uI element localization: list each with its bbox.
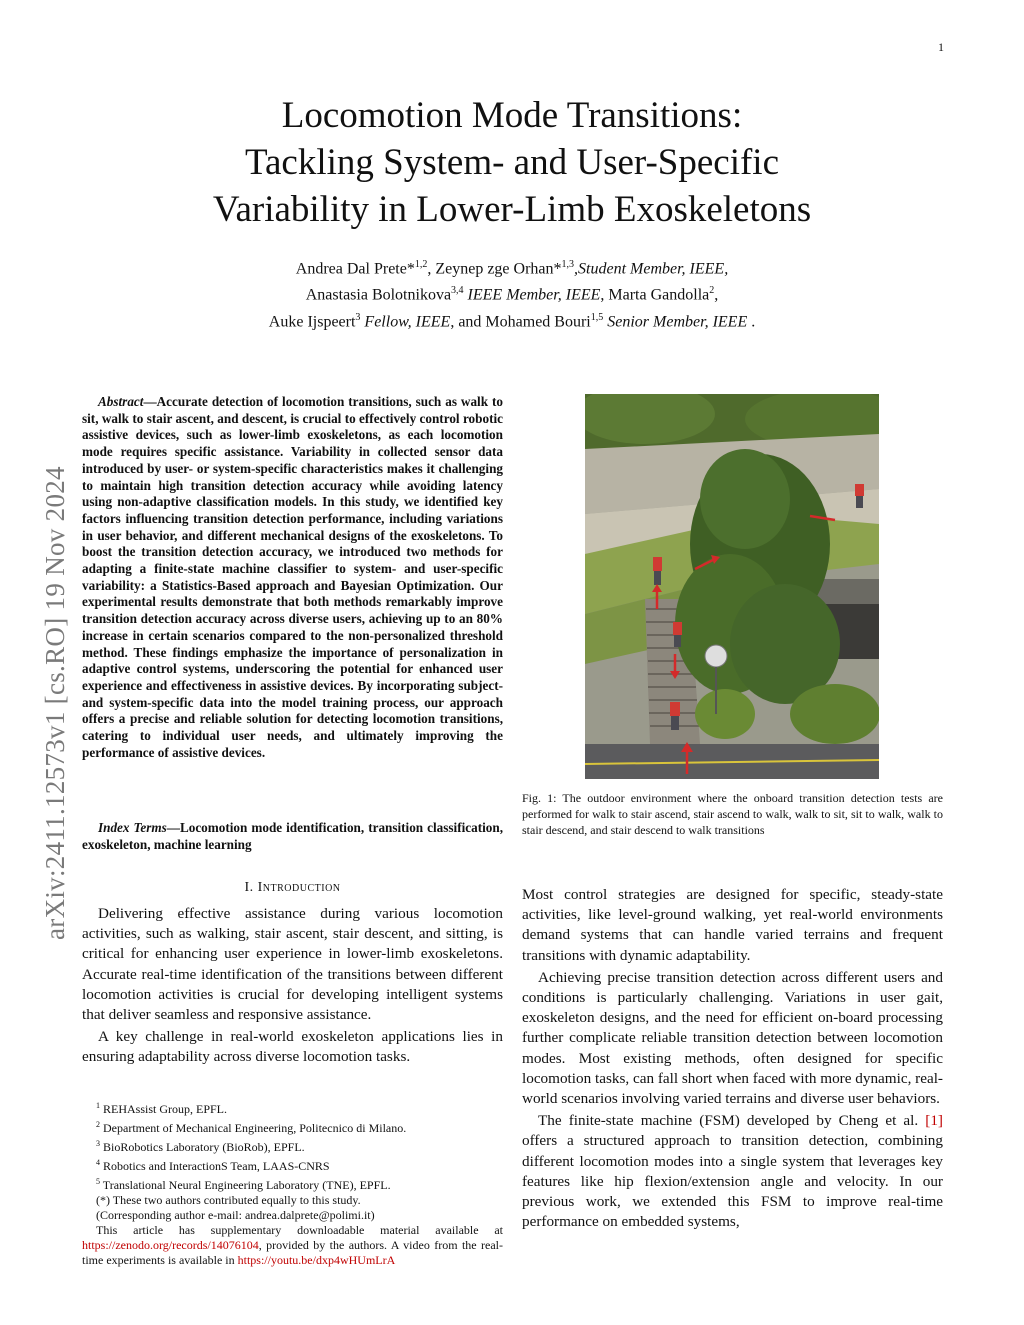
footnote-text: Department of Mechanical Engineering, Politecnico di Milano.: [100, 1121, 407, 1135]
authors-line-1: [110, 254, 914, 280]
arxiv-stamp: arXiv:2411.12573v1 [cs.RO] 19 Nov 2024: [40, 466, 70, 940]
footnote-supplementary: [82, 1223, 503, 1268]
title-line-3: Variability in Lower-Limb Exoskeletons: [212, 189, 812, 230]
index-terms-text: —Locomotion mode identification, transition classification, exoskeleton, machine learning: [82, 820, 503, 852]
intro-paragraph: Most control strategies are designed for specific, steady-state activities, like level-ground walking, yet real-world environments demand systems that can handle varied terrains and frequent transitions with dynamic adaptability.: [522, 886, 943, 964]
intro-paragraph: Delivering effective assistance during various locomotion activities, such as walking, stair ascent, stair descent, and sitting, is critical for enhancing user experience in lower-limb exoskeletons. Accurate real-time identification of the transitions between different locomotion activities is crucial for developing intelligent systems that deliver seamless and responsive assistance.: [82, 905, 503, 1024]
author-name: , Zeynep zge Orhan*: [427, 260, 562, 278]
footnote: [82, 1136, 503, 1155]
author-affiliation: 2: [709, 285, 715, 297]
abstract-text: —Accurate detection of locomotion transitions, such as walk to sit, walk to stair ascent, and descent, is crucial to effectively control robotic assistive devices, such as lower-limb exoskeletons, as each locomotion mode requires specific assistance. Variability in collected sensor data introduced by user- or system-specific characteristics makes it challenging to maintain high transition detection accuracy while avoiding latency using non-adaptive classification models. In this study, we identified key factors influencing transition detection performance, including variations in user behavior, and different mechanical designs of the exoskeletons. To boost the transition detection accuracy, we introduced two methods for adapting a finite-state machine classifier to system- and user-specific variability: a Statistics-Based approach and Bayesian Optimization. Our experimental results demonstrate that both methods remarkably improve transition detection accuracy across diverse users, achieving up to an 80% increase in certain scenarios compared to the non-personalized threshold method. These findings emphasize the importance of personalization in adaptive control systems, underscoring the potential for enhanced user experience and effectiveness in assistive devices. By incorporating subject- and system-specific data into the model training process, our approach offers a precise and reliable solution for detecting locomotion transitions, catering to individual user needs, and ultimately improving the performance of assistive devices.: [82, 394, 503, 760]
author-name: Andrea Dal Prete*: [295, 260, 415, 278]
author-role: IEEE Member, IEEE: [463, 286, 601, 304]
footnote-text: BioRobotics Laboratory (BioRob), EPFL.: [100, 1140, 305, 1154]
paragraph-text: The finite-state machine (FSM) developed by Cheng et al.: [538, 1112, 926, 1130]
citation-link[interactable]: [1]: [925, 1112, 943, 1130]
footnote-text: Translational Neural Engineering Laboratory (TNE), EPFL.: [100, 1178, 391, 1192]
footnote-text: Robotics and InteractionS Team, LAAS-CNRS: [100, 1159, 330, 1173]
footnote-number: 2: [96, 1120, 100, 1129]
figure-caption: Fig. 1: The outdoor environment where the onboard transition detection tests are performed for walk to stair ascend, stair ascend to walk, walk to sit, sit to walk, walk to stair descend, and stair descend to walk transitions: [522, 791, 943, 837]
author-affiliation: 1,2: [414, 259, 428, 270]
abstract-label: Abstract: [98, 394, 144, 409]
author-role: Senior Member, IEEE: [603, 312, 748, 330]
footnote-number: 5: [96, 1177, 100, 1186]
footnote-number: 3: [96, 1139, 100, 1148]
outdoor-scene-illustration: [585, 394, 879, 779]
title-line-1: Locomotion Mode Transitions:: [281, 95, 743, 136]
zenodo-link[interactable]: https://zenodo.org/records/14076104: [82, 1238, 259, 1252]
section-title: Introduction: [257, 880, 341, 895]
paragraph-text: offers a structured approach to transition detection, combining different locomotion modes into a single system that leverages key features like hip flexion/extension angle and velocity. In our previous work, we extended this FSM to improve real-time performance on embedded systems,: [522, 1132, 943, 1231]
author-separator: ,: [714, 286, 719, 304]
author-affiliation: 3,4: [451, 285, 464, 297]
author-name: , Marta Gandolla: [600, 286, 710, 304]
footnote-number: 1: [96, 1101, 100, 1110]
intro-left-column: [82, 904, 503, 1070]
intro-paragraph: [522, 1111, 943, 1232]
abstract: [82, 394, 503, 761]
footnote: [82, 1155, 503, 1174]
footnotes: [82, 1098, 503, 1268]
footnote: [82, 1174, 503, 1193]
author-separator: .: [747, 312, 756, 330]
paper-title: [110, 92, 914, 233]
title-line-2: Tackling System- and User-Specific: [244, 142, 780, 183]
authors-line-3: [110, 307, 914, 333]
author-name: Anastasia Bolotnikova: [305, 286, 452, 304]
figure-outdoor-environment-photo: [585, 394, 879, 779]
footnote-corresponding-author: (Corresponding author e-mail: andrea.dalprete@polimi.it): [96, 1208, 375, 1222]
author-role: Fellow, IEEE: [360, 312, 451, 330]
section-heading-introduction: [82, 880, 503, 896]
intro-paragraph: A key challenge in real-world exoskeleton applications lies in ensuring adaptability across diverse locomotion tasks.: [82, 1028, 503, 1066]
footnote-number: 4: [96, 1158, 100, 1167]
author-list: [110, 254, 914, 333]
intro-right-column: [522, 885, 943, 1234]
authors-line-2: [110, 280, 914, 306]
footnote-text: REHAssist Group, EPFL.: [100, 1102, 228, 1116]
author-role: ,Student Member, IEEE,: [574, 260, 729, 278]
footnote: [82, 1117, 503, 1136]
section-number: I.: [244, 880, 258, 895]
author-name: Auke Ijspeert: [268, 312, 356, 330]
intro-paragraph: Achieving precise transition detection across different users and conditions is particularly challenging. Variations in user gait, exoskeleton designs, and the need for efficient on-board processing further complicate reliable transition detection between locomotion modes. Most existing methods, often designed for specific locomotion tasks, can fall short when faced with more dynamic, real-world scenarios involving varied terrains and diverse user behaviors.: [522, 968, 943, 1108]
supplementary-text: This article has supplementary downloadable material available at: [96, 1223, 503, 1237]
author-name: , and Mohamed Bouri: [450, 312, 591, 330]
footnote: [82, 1098, 503, 1117]
author-affiliation: 1,3: [561, 259, 575, 270]
supplementary-text: , provided by the authors. A video from the real-time experiments is available in: [82, 1238, 503, 1267]
author-affiliation: 1,5: [590, 311, 604, 323]
youtube-link[interactable]: https://youtu.be/dxp4wHUmLrA: [237, 1253, 396, 1267]
index-terms-label: Index Terms: [98, 820, 167, 835]
page-number: 1: [938, 40, 944, 54]
author-affiliation: 3: [355, 311, 361, 323]
footnote-equal-contribution: (*) These two authors contributed equally to this study.: [96, 1193, 361, 1207]
index-terms: [82, 820, 503, 853]
